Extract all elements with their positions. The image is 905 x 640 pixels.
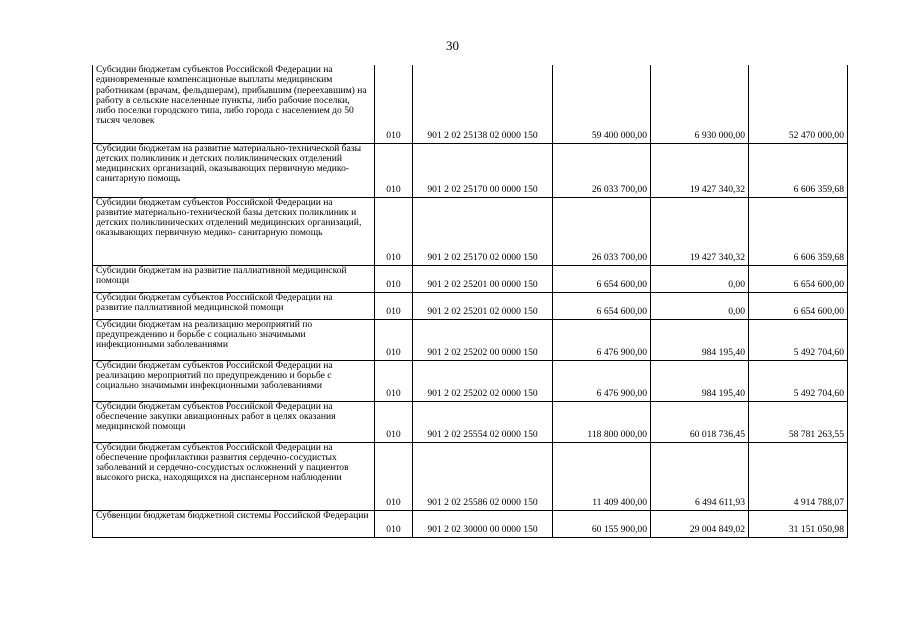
row-remaining-amount: 6 654 600,00	[749, 265, 848, 292]
row-name: Субсидии бюджетам субъектов Российской Федерации на развитие материально-технической базы детских поликлиник и детских поликлинических отделений медицинских организаций, оказывающих первичную медико- санитарную помощь	[93, 197, 375, 265]
row-plan-amount: 6 654 600,00	[553, 265, 651, 292]
row-executed-amount: 6 930 000,00	[651, 65, 749, 143]
row-code: 010	[375, 442, 413, 510]
row-plan-amount: 59 400 000,00	[553, 65, 651, 143]
row-plan-amount: 11 409 400,00	[553, 442, 651, 510]
table-row	[93, 143, 848, 197]
row-remaining-amount: 6 606 359,68	[749, 143, 848, 197]
table-row	[93, 265, 848, 292]
row-remaining-amount: 6 606 359,68	[749, 197, 848, 265]
row-plan-amount: 60 155 900,00	[553, 510, 651, 537]
row-code: 010	[375, 401, 413, 442]
row-remaining-amount: 4 914 788,07	[749, 442, 848, 510]
row-executed-amount: 0,00	[651, 292, 749, 319]
row-kbk: 901 2 02 25586 02 0000 150	[413, 442, 553, 510]
row-plan-amount: 118 800 000,00	[553, 401, 651, 442]
row-name: Субсидии бюджетам субъектов Российской Федерации на реализацию мероприятий по предупреждению и борьбе с социально значимыми инфекционными заболеваниями	[93, 360, 375, 401]
row-kbk: 901 2 02 25170 02 0000 150	[413, 197, 553, 265]
table-row	[93, 510, 848, 537]
row-plan-amount: 6 476 900,00	[553, 360, 651, 401]
table-row	[93, 65, 848, 143]
row-plan-amount: 26 033 700,00	[553, 197, 651, 265]
row-name: Субсидии бюджетам на реализацию мероприятий по предупреждению и борьбе с социально значимыми инфекционными заболеваниями	[93, 319, 375, 360]
row-code: 010	[375, 65, 413, 143]
row-remaining-amount: 6 654 600,00	[749, 292, 848, 319]
row-remaining-amount: 5 492 704,60	[749, 360, 848, 401]
row-name: Субсидии бюджетам субъектов Российской Федерации на единовременные компенсационые выплаты медицинским работникам (врачам, фельдшерам), прибывшим (переехавшим) на работу в сельские населенные пункты, либо рабочие поселки, либо поселки городского типа, либо города с населением до 50 тысяч человек	[93, 65, 375, 143]
row-kbk: 901 2 02 25202 00 0000 150	[413, 319, 553, 360]
row-name: Субсидии бюджетам субъектов Российской Федерации на обеспечение закупки авиационных работ в целях оказания медицинской помощи	[93, 401, 375, 442]
row-remaining-amount: 5 492 704,60	[749, 319, 848, 360]
row-kbk: 901 2 02 30000 00 0000 150	[413, 510, 553, 537]
row-code: 010	[375, 265, 413, 292]
row-plan-amount: 6 476 900,00	[553, 319, 651, 360]
page-number: 30	[446, 38, 459, 53]
row-executed-amount: 29 004 849,02	[651, 510, 749, 537]
row-remaining-amount: 31 151 050,98	[749, 510, 848, 537]
row-code: 010	[375, 197, 413, 265]
row-name: Субсидии бюджетам субъектов Российской Федерации на развитие паллиативной медицинской помощи	[93, 292, 375, 319]
row-executed-amount: 984 195,40	[651, 319, 749, 360]
row-name: Субвенции бюджетам бюджетной системы Российской Федерации	[93, 510, 375, 537]
row-name: Субсидии бюджетам на развитие паллиативной медицинской помощи	[93, 265, 375, 292]
table-row	[93, 401, 848, 442]
row-executed-amount: 19 427 340,32	[651, 197, 749, 265]
table-row	[93, 197, 848, 265]
row-code: 010	[375, 510, 413, 537]
row-code: 010	[375, 292, 413, 319]
budget-table	[92, 65, 848, 538]
table-row	[93, 360, 848, 401]
table-row	[93, 319, 848, 360]
table-body	[93, 65, 848, 537]
row-remaining-amount: 52 470 000,00	[749, 65, 848, 143]
row-kbk: 901 2 02 25201 02 0000 150	[413, 292, 553, 319]
row-code: 010	[375, 319, 413, 360]
row-kbk: 901 2 02 25201 00 0000 150	[413, 265, 553, 292]
row-executed-amount: 984 195,40	[651, 360, 749, 401]
row-plan-amount: 6 654 600,00	[553, 292, 651, 319]
row-executed-amount: 19 427 340,32	[651, 143, 749, 197]
row-remaining-amount: 58 781 263,55	[749, 401, 848, 442]
row-kbk: 901 2 02 25138 02 0000 150	[413, 65, 553, 143]
row-name: Субсидии бюджетам субъектов Российской Федерации на обеспечение профилактики развития сердечно-сосудистых заболеваний и сердечно-сосудистых осложнений у пациентов высокого риска, находящихся на диспансерном наблюдении	[93, 442, 375, 510]
table-row	[93, 292, 848, 319]
row-kbk: 901 2 02 25554 02 0000 150	[413, 401, 553, 442]
row-executed-amount: 6 494 611,93	[651, 442, 749, 510]
row-plan-amount: 26 033 700,00	[553, 143, 651, 197]
table-row	[93, 442, 848, 510]
row-kbk: 901 2 02 25202 02 0000 150	[413, 360, 553, 401]
row-executed-amount: 0,00	[651, 265, 749, 292]
row-code: 010	[375, 360, 413, 401]
row-kbk: 901 2 02 25170 00 0000 150	[413, 143, 553, 197]
row-name: Субсидии бюджетам на развитие материально-технической базы детских поликлиник и детских поликлинических отделений медицинских организаций, оказывающих первичную медико- санитарную помощь	[93, 143, 375, 197]
row-code: 010	[375, 143, 413, 197]
row-executed-amount: 60 018 736,45	[651, 401, 749, 442]
